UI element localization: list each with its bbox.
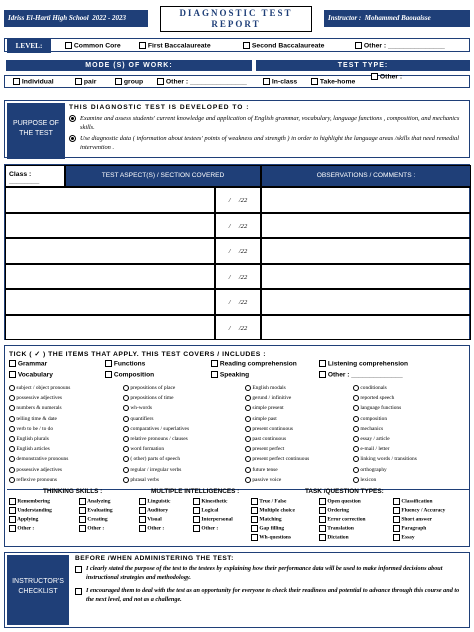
topic-item[interactable]: reflexive pronouns	[9, 477, 57, 483]
topic-item[interactable]: numbers & numerals	[9, 405, 62, 411]
skill-option[interactable]: Logical	[193, 507, 218, 514]
checkbox[interactable]	[393, 525, 400, 532]
area-option[interactable]: Vocabulary	[9, 371, 53, 378]
instructor	[324, 10, 470, 27]
topic-item[interactable]: present perfect	[245, 446, 284, 452]
checklist-item-2[interactable]: I encouraged them to deal with the test as an opportunity for everyone to check their readiness and potential to advance through this course and to the next level, and not as a challenge.	[75, 587, 465, 604]
checklist-label: INSTRUCTOR'S CHECKLIST	[7, 555, 69, 625]
radio[interactable]	[245, 405, 251, 411]
aspect-cell[interactable]	[5, 289, 215, 315]
question-type-option[interactable]: Classification	[393, 498, 433, 505]
topic-item[interactable]: reported speech	[353, 395, 394, 401]
includes-section	[4, 345, 470, 547]
radio[interactable]	[245, 385, 251, 391]
topic-item[interactable]: present continuous	[245, 426, 293, 432]
topic-item[interactable]: demonstrative pronouns	[9, 456, 68, 462]
area-option[interactable]: Grammar	[9, 360, 47, 367]
radio[interactable]	[9, 385, 15, 391]
topic-item[interactable]: telling time & date	[9, 416, 57, 422]
checkbox[interactable]	[79, 507, 86, 514]
thinking-label: THINKING SKILLS :	[43, 488, 103, 495]
test-table	[4, 164, 470, 340]
radio[interactable]	[123, 446, 129, 452]
checkbox[interactable]	[105, 371, 112, 378]
topic-item[interactable]: essay / article	[353, 436, 390, 442]
topic-item[interactable]: relative pronouns / clauses	[123, 436, 188, 442]
observation-cell[interactable]	[261, 238, 471, 264]
checkbox[interactable]	[9, 516, 16, 523]
test-other[interactable]: Other :	[371, 73, 402, 80]
observation-cell[interactable]	[261, 213, 471, 239]
radio[interactable]	[353, 426, 359, 432]
checkbox[interactable]	[193, 525, 200, 532]
checklist-heading: BEFORE /WHEN ADMINISTERING THE TEST:	[75, 555, 234, 562]
topic-item[interactable]: possessive adjectives	[9, 395, 62, 401]
topic-item[interactable]: simple past	[245, 416, 277, 422]
topic-item[interactable]: composition	[353, 416, 387, 422]
radio[interactable]	[353, 456, 359, 462]
report-title	[160, 6, 312, 32]
radio[interactable]	[353, 446, 359, 452]
checkbox[interactable]	[251, 507, 258, 514]
topic-item[interactable]: lexicon	[353, 477, 376, 483]
topic-item[interactable]: subject / object pronouns	[9, 385, 70, 391]
radio[interactable]	[9, 426, 15, 432]
checkbox[interactable]	[319, 507, 326, 514]
skill-option[interactable]: Kinesthetic	[193, 498, 227, 505]
title-line-1: DIAGNOSTIC TEST	[179, 8, 293, 18]
question-type-option[interactable]: Gap filling	[251, 525, 284, 532]
topic-item[interactable]: prepositions of place	[123, 385, 175, 391]
question-type-option[interactable]: Paragraph	[393, 525, 426, 532]
checkbox[interactable]	[139, 498, 146, 505]
mode-pair[interactable]: pair	[75, 78, 96, 85]
checkbox[interactable]	[79, 516, 86, 523]
topic-item[interactable]: orthography	[353, 467, 387, 473]
test-in-class[interactable]: In-class	[263, 78, 297, 85]
school-year	[4, 10, 148, 27]
checkbox[interactable]	[319, 498, 326, 505]
mode-other[interactable]: Other : _______________	[157, 78, 247, 85]
tick-heading: TICK ( ✓ ) THE ITEMS THAT APPLY. THIS TEST COVERS / INCLUDES :	[9, 351, 266, 358]
topic-item[interactable]: simple present	[245, 405, 284, 411]
radio[interactable]	[123, 405, 129, 411]
skill-option[interactable]: Applying	[9, 516, 38, 523]
topic-item[interactable]: linking words / transitions	[353, 456, 417, 462]
checkbox[interactable]	[193, 507, 200, 514]
checkbox[interactable]	[319, 371, 326, 378]
question-type-option[interactable]: Ordering	[319, 507, 349, 514]
purpose-item-2[interactable]: Use diagnostic data ( information about testees' points of weakness and strength ) in order to highlight the language areas /skills that need remedial intervention .	[69, 134, 469, 152]
checkbox[interactable]	[393, 507, 400, 514]
checkbox[interactable]	[319, 525, 326, 532]
radio[interactable]	[353, 477, 359, 483]
topic-item[interactable]: language functions	[353, 405, 401, 411]
skill-option[interactable]: Auditory	[139, 507, 168, 514]
score-cell[interactable]: / /22	[215, 238, 261, 264]
instructor-label: Instructor :	[328, 14, 362, 22]
question-type-option[interactable]: True / False	[251, 498, 286, 505]
skill-option[interactable]: Creating	[79, 516, 108, 523]
score-cell[interactable]: / /22	[215, 187, 261, 213]
area-option[interactable]: Listening comprehension	[319, 360, 408, 367]
skill-option[interactable]: Other :	[139, 525, 164, 532]
instructor-name: Mohammed Baouaisse	[364, 14, 431, 22]
observation-cell[interactable]	[261, 289, 471, 315]
radio[interactable]	[245, 436, 251, 442]
radio[interactable]	[245, 467, 251, 473]
radio[interactable]	[123, 456, 129, 462]
topic-item[interactable]: quantifiers	[123, 416, 153, 422]
intelligences-label: MULTIPLE INTELLIGENCES :	[151, 488, 240, 495]
skill-option[interactable]: Linguistic	[139, 498, 170, 505]
topic-item[interactable]: mechanics	[353, 426, 383, 432]
skill-option[interactable]: Remembering	[9, 498, 50, 505]
topic-item[interactable]: English plurals	[9, 436, 49, 442]
level-row	[4, 38, 470, 52]
level-first-bac[interactable]: First Baccalaureate	[139, 42, 211, 49]
aspect-cell[interactable]	[5, 315, 215, 341]
topic-item[interactable]: passive voice	[245, 477, 281, 483]
checkbox[interactable]	[105, 360, 112, 367]
aspect-cell[interactable]	[5, 213, 215, 239]
level-other[interactable]: Other : _______________	[355, 42, 445, 49]
checkbox[interactable]	[193, 498, 200, 505]
checkbox[interactable]	[9, 360, 16, 367]
col-observations-header: OBSERVATIONS / COMMENTS :	[261, 165, 471, 187]
mode-label: MODE (S) OF WORK:	[6, 60, 252, 71]
checkbox[interactable]	[139, 507, 146, 514]
radio[interactable]	[245, 477, 251, 483]
score-cell[interactable]: / /22	[215, 315, 261, 341]
radio[interactable]	[9, 477, 15, 483]
checkbox[interactable]	[319, 534, 326, 541]
area-option[interactable]: Speaking	[211, 371, 249, 378]
mode-group[interactable]: group	[115, 78, 143, 85]
skill-option[interactable]: Other :	[79, 525, 104, 532]
radio[interactable]	[123, 467, 129, 473]
radio[interactable]	[353, 395, 359, 401]
radio[interactable]	[123, 426, 129, 432]
observation-cell[interactable]	[261, 187, 471, 213]
topic-item[interactable]: conditionals	[353, 385, 387, 391]
topic-item[interactable]: ( other) parts of speech	[123, 456, 180, 462]
checkbox[interactable]	[9, 507, 16, 514]
aspect-cell[interactable]	[5, 238, 215, 264]
level-common-core[interactable]: Common Core	[65, 42, 121, 49]
checklist-item-1[interactable]: I clearly stated the purpose of the test to the testees by explaining how their performance data will be used to make informed decisions about instructional strategies and methodology.	[75, 565, 465, 582]
radio[interactable]	[123, 436, 129, 442]
topic-item[interactable]: verb to be / to do	[9, 426, 53, 432]
topic-item[interactable]: word formation	[123, 446, 164, 452]
question-type-option[interactable]: Fluency / Accuracy	[393, 507, 445, 514]
radio[interactable]	[9, 416, 15, 422]
test-take-home[interactable]: Take-home	[311, 78, 355, 85]
radio[interactable]	[353, 467, 359, 473]
topic-item[interactable]: wh-words	[123, 405, 152, 411]
checkbox[interactable]	[9, 371, 16, 378]
topic-item[interactable]: e-mail / letter	[353, 446, 389, 452]
class-field[interactable]: Class : ________	[5, 165, 65, 187]
aspect-cell[interactable]	[5, 264, 215, 290]
checkbox[interactable]	[211, 371, 218, 378]
topic-item[interactable]: prepositions of time	[123, 395, 173, 401]
radio[interactable]	[9, 467, 15, 473]
question-types-label: TASK /QUESTION TYPES:	[305, 488, 384, 495]
checklist-section	[4, 552, 470, 628]
question-type-option[interactable]: Open question	[319, 498, 361, 505]
skill-option[interactable]: Other :	[9, 525, 34, 532]
question-type-option[interactable]: Short answer	[393, 516, 432, 523]
level-label: LEVEL:	[7, 39, 51, 53]
score-cell[interactable]: / /22	[215, 289, 261, 315]
radio[interactable]	[123, 416, 129, 422]
radio[interactable]	[353, 405, 359, 411]
checkbox[interactable]	[251, 534, 258, 541]
checkbox[interactable]	[393, 534, 400, 541]
checkbox[interactable]	[211, 360, 218, 367]
topic-item[interactable]: English modals	[245, 385, 286, 391]
checkbox[interactable]	[9, 498, 16, 505]
topic-item[interactable]: comparatives / superlatives	[123, 426, 189, 432]
area-option[interactable]: Other : ______________	[319, 371, 403, 378]
topic-item[interactable]: gerund / infinitive	[245, 395, 291, 401]
checkbox[interactable]	[139, 516, 146, 523]
checkbox[interactable]	[139, 525, 146, 532]
question-type-option[interactable]: Error correction	[319, 516, 366, 523]
level-second-bac[interactable]: Second Baccalaureate	[243, 42, 324, 49]
radio[interactable]	[353, 436, 359, 442]
checkbox[interactable]	[393, 516, 400, 523]
radio[interactable]	[123, 477, 129, 483]
checkbox[interactable]	[9, 525, 16, 532]
purpose-section	[4, 100, 470, 158]
radio[interactable]	[9, 436, 15, 442]
checkbox[interactable]	[319, 360, 326, 367]
question-type-option[interactable]: Matching	[251, 516, 282, 523]
purpose-item-1[interactable]: Examine and assess students' current knowledge and application of English grammar, vocabulary, language functions , composition, and mechanics skills.	[69, 114, 469, 132]
radio[interactable]	[123, 385, 129, 391]
question-type-option[interactable]: Dictation	[319, 534, 349, 541]
radio[interactable]	[245, 456, 251, 462]
checkbox[interactable]	[193, 516, 200, 523]
score-cell[interactable]: / /22	[215, 264, 261, 290]
title-line-2: REPORT	[211, 19, 261, 29]
school-year-value: 2022 - 2023	[92, 14, 127, 22]
school-name: Idriss El-Harti High School	[8, 14, 89, 22]
radio[interactable]	[123, 395, 129, 401]
mode-individual[interactable]: Individual	[13, 78, 54, 85]
checkbox[interactable]	[251, 498, 258, 505]
col-aspects-header: TEST ASPECT(S) / SECTION COVERED	[65, 165, 261, 187]
radio[interactable]	[245, 446, 251, 452]
checkbox[interactable]	[319, 516, 326, 523]
observation-cell[interactable]	[261, 264, 471, 290]
question-type-option[interactable]: Essay	[393, 534, 415, 541]
mode-header	[4, 60, 470, 71]
purpose-label: PURPOSE OF THE TEST	[7, 103, 65, 159]
skill-option[interactable]: Other :	[193, 525, 218, 532]
report-page	[4, 4, 470, 628]
area-option[interactable]: Functions	[105, 360, 145, 367]
area-option[interactable]: Composition	[105, 371, 154, 378]
topic-item[interactable]: English articles	[9, 446, 50, 452]
mode-options	[4, 75, 470, 88]
header	[4, 4, 470, 32]
purpose-heading: THIS DIAGNOSTIC TEST IS DEVELOPED TO :	[69, 104, 250, 111]
score-cell[interactable]: / /22	[215, 213, 261, 239]
radio[interactable]	[245, 416, 251, 422]
question-type-option[interactable]: Translation	[319, 525, 354, 532]
topic-item[interactable]: present perfect continuous	[245, 456, 309, 462]
purpose-text	[69, 103, 469, 152]
radio[interactable]	[9, 405, 15, 411]
checkbox[interactable]	[251, 525, 258, 532]
area-option[interactable]: Reading comprehension	[211, 360, 297, 367]
topic-item[interactable]: regular / irregular verbs	[123, 467, 181, 473]
test-type-label: TEST TYPE:	[256, 60, 470, 71]
topic-item[interactable]: future tense	[245, 467, 278, 473]
topic-item[interactable]: past continuous	[245, 436, 286, 442]
question-type-option[interactable]: Multiple choice	[251, 507, 295, 514]
skill-option[interactable]: Evaluating	[79, 507, 113, 514]
radio[interactable]	[353, 385, 359, 391]
radio[interactable]	[9, 395, 15, 401]
topic-item[interactable]: phrasal verbs	[123, 477, 159, 483]
radio[interactable]	[245, 395, 251, 401]
skill-option[interactable]: Analyzing	[79, 498, 110, 505]
checkbox[interactable]	[251, 516, 258, 523]
radio[interactable]	[9, 456, 15, 462]
skill-option[interactable]: Interpersonal	[193, 516, 233, 523]
checkbox[interactable]	[79, 525, 86, 532]
skill-option[interactable]: Visual	[139, 516, 162, 523]
aspect-cell[interactable]	[5, 187, 215, 213]
checkbox[interactable]	[393, 498, 400, 505]
checkbox[interactable]	[79, 498, 86, 505]
question-type-option[interactable]: Wh-questions	[251, 534, 291, 541]
radio[interactable]	[9, 446, 15, 452]
radio[interactable]	[245, 426, 251, 432]
skill-option[interactable]: Understanding	[9, 507, 52, 514]
observation-cell[interactable]	[261, 315, 471, 341]
radio[interactable]	[353, 416, 359, 422]
topic-item[interactable]: possessive adjectives	[9, 467, 62, 473]
